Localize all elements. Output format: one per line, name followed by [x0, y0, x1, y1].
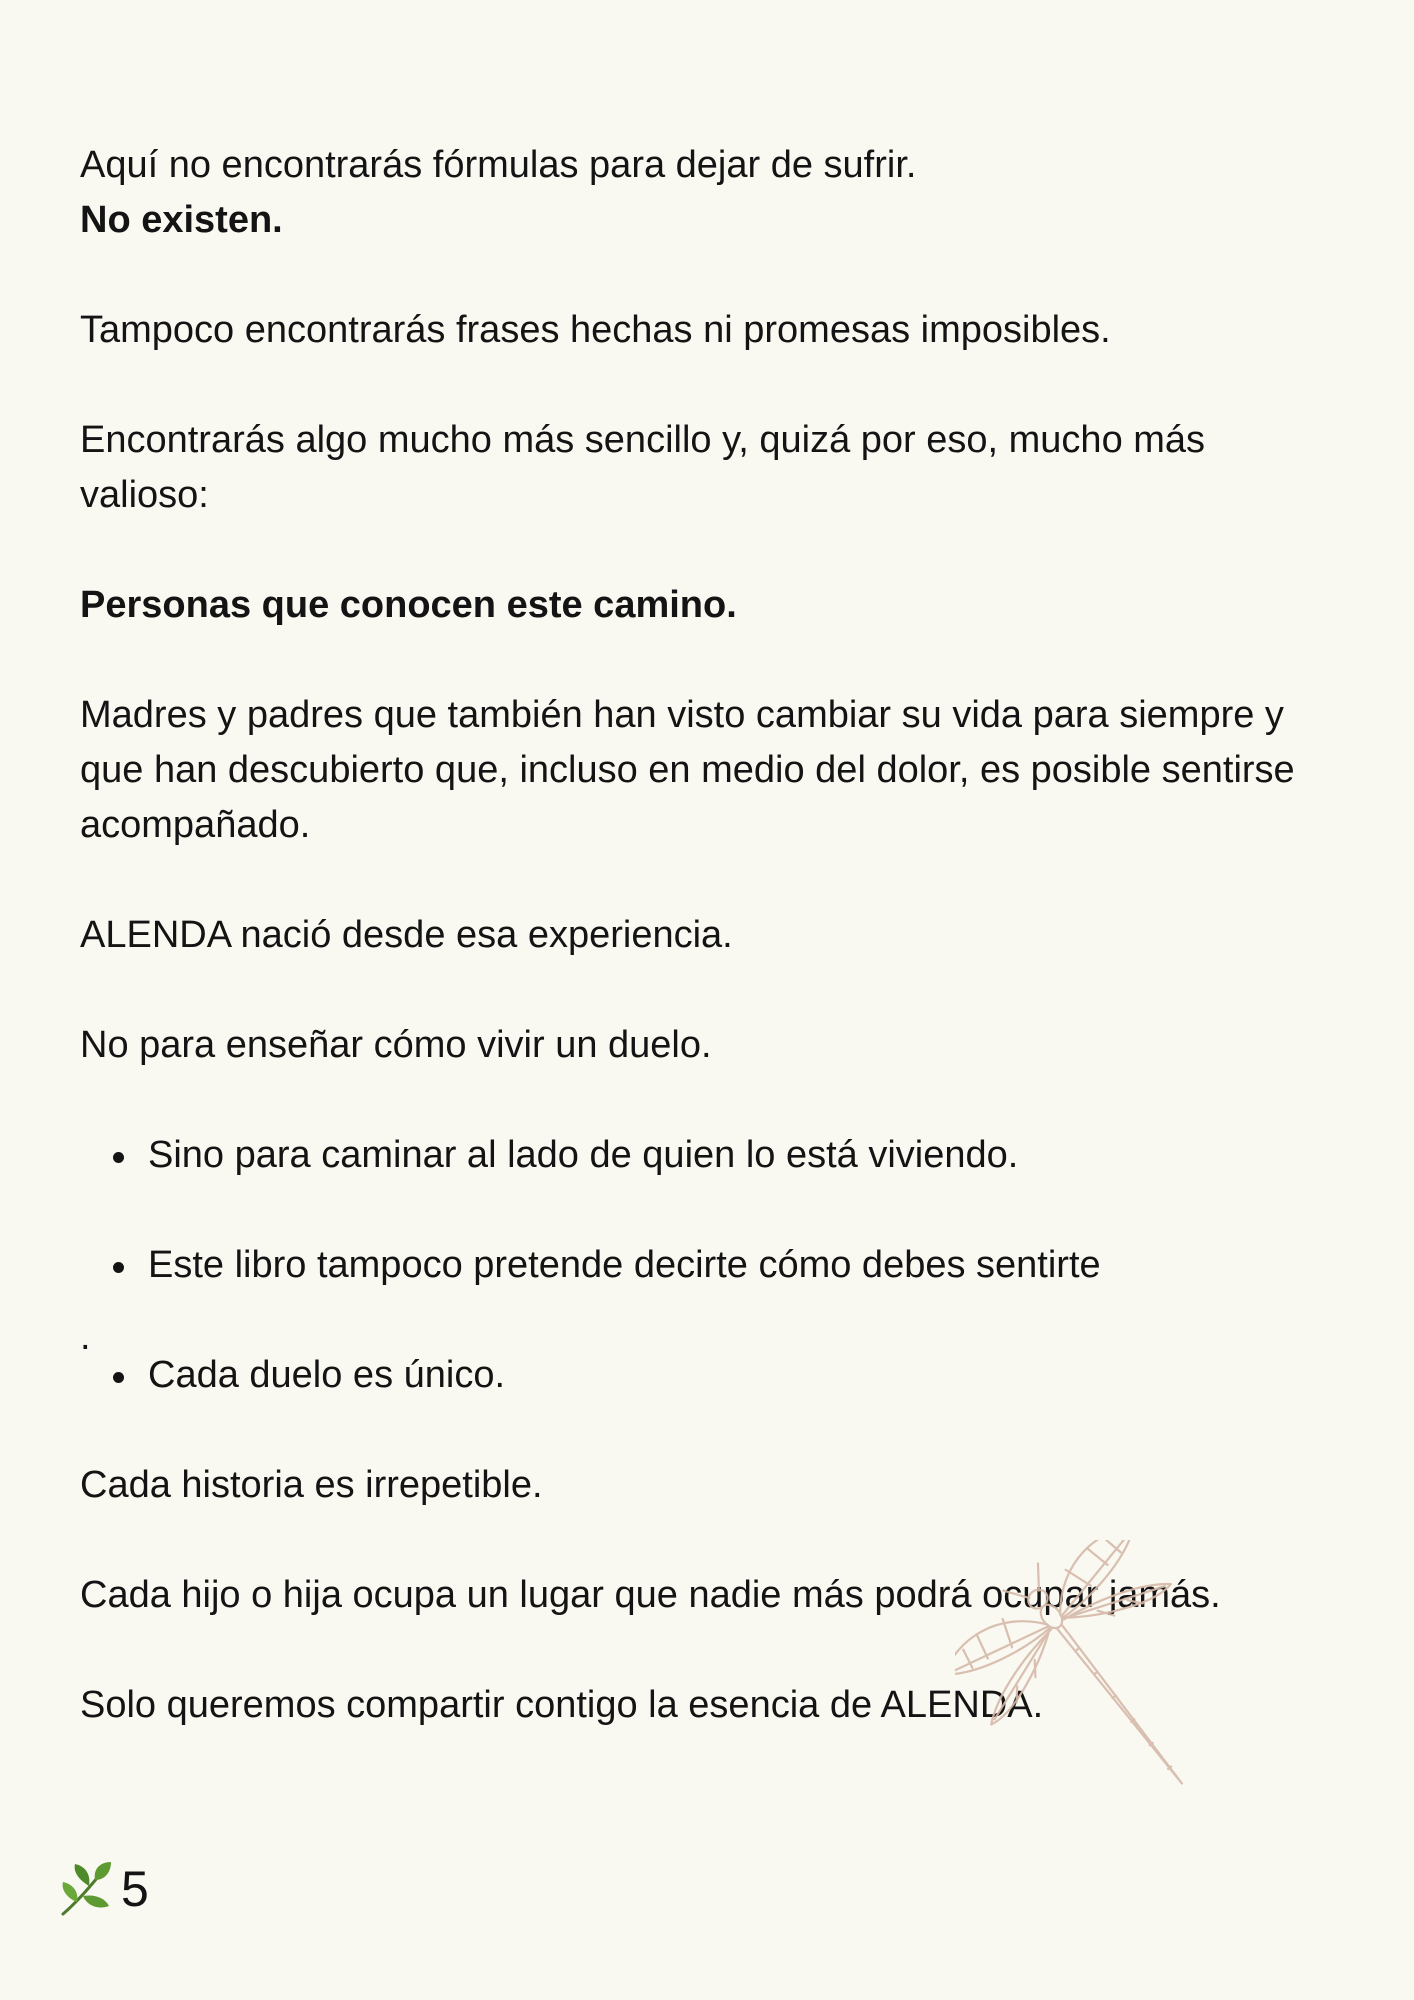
paragraph: Cada historia es irrepetible.: [80, 1464, 543, 1506]
paragraph: Solo queremos compartir contigo la esencia de ALENDA.: [80, 1684, 1044, 1726]
list-item: Este libro tampoco pretende decirte cómo debes sentirte: [80, 1238, 1340, 1293]
intro-emphasis: No existen.: [80, 199, 283, 241]
page-footer: [55, 1858, 149, 1920]
page-number: 5: [121, 1861, 149, 1917]
stray-dot: .: [80, 1316, 91, 1358]
bullet-list: [80, 1128, 1340, 1403]
highlight-paragraph: Personas que conocen este camino.: [80, 584, 737, 626]
paragraph: Cada hijo o hija ocupa un lugar que nadie más podrá ocupar jamás.: [80, 1574, 1221, 1616]
paragraph: Madres y padres que también han visto cambiar su vida para siempre y que han descubierto que, incluso en medio del dolor, es posible sentirse acompañado.: [80, 694, 1295, 846]
list-item: Cada duelo es único.: [80, 1348, 1340, 1403]
page-body: [80, 138, 1340, 1733]
paragraph: Tampoco encontrarás frases hechas ni promesas imposibles.: [80, 309, 1111, 351]
paragraph: ALENDA nació desde esa experiencia.: [80, 914, 733, 956]
herb-leaf-icon: [55, 1858, 117, 1920]
list-item: Sino para caminar al lado de quien lo está viviendo.: [80, 1128, 1340, 1183]
dragonfly-icon: [955, 1540, 1255, 1830]
paragraph: Encontrarás algo mucho más sencillo y, quizá por eso, mucho más valioso:: [80, 419, 1206, 516]
intro-line: Aquí no encontrarás fórmulas para dejar de sufrir.: [80, 144, 917, 186]
paragraph: No para enseñar cómo vivir un duelo.: [80, 1024, 712, 1066]
